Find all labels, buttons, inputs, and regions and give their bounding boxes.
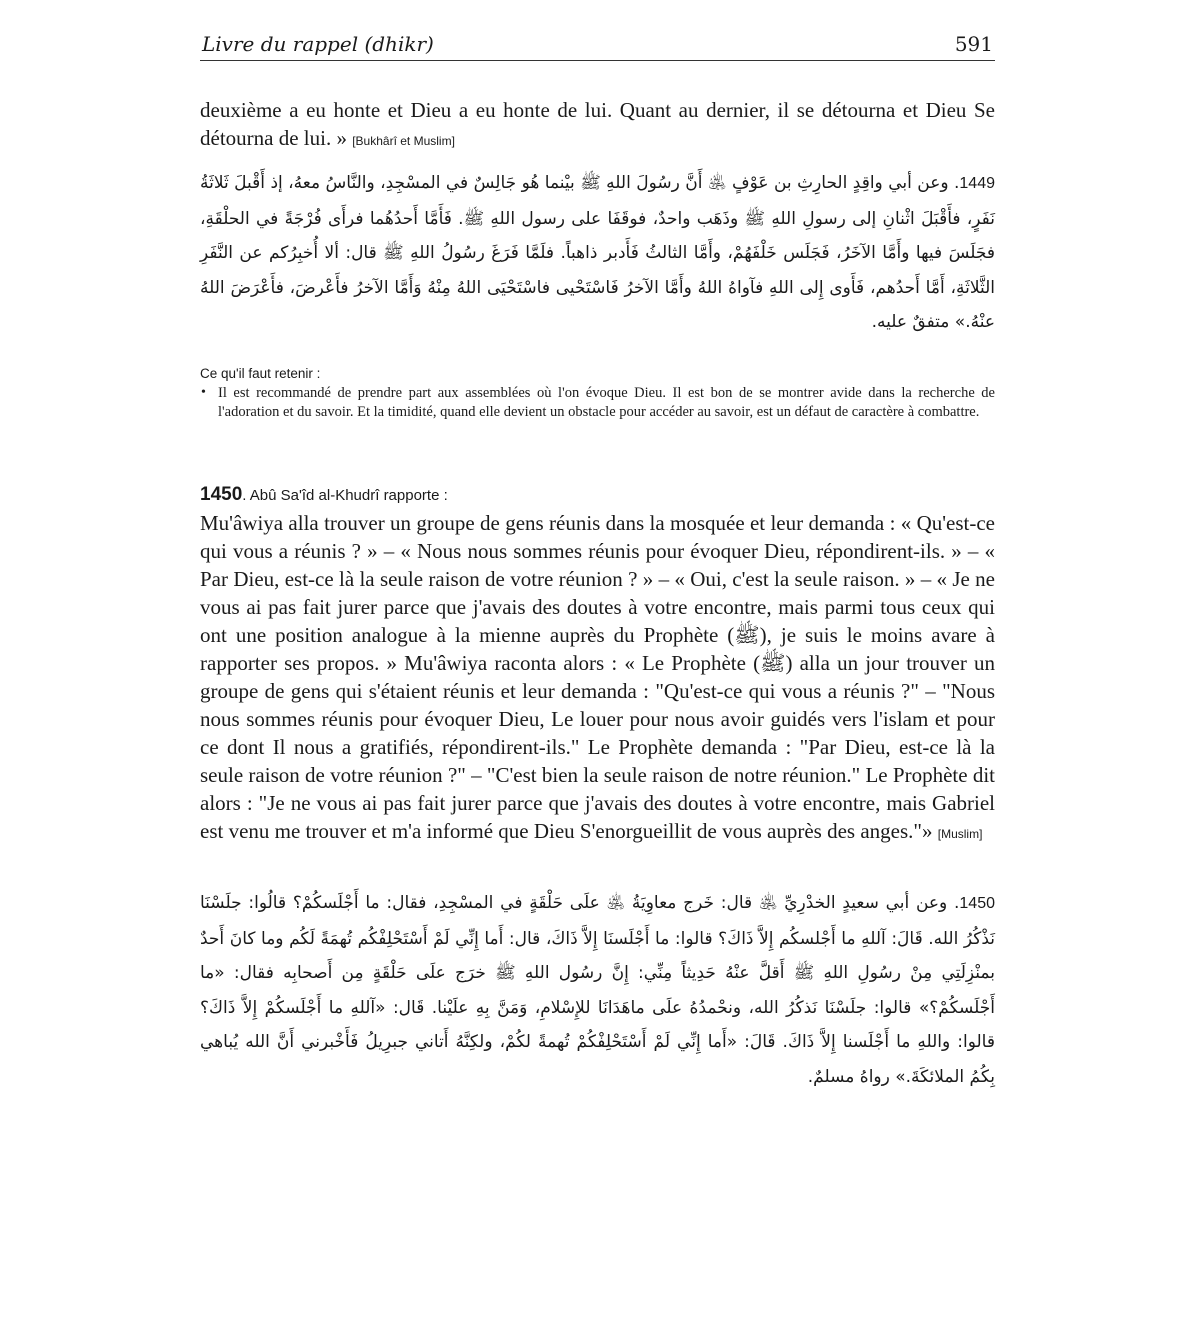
hadith-1450-french [200,509,995,848]
header-rule [200,60,995,61]
hadith-number: 1450 [959,895,995,912]
takeaways-label: Ce qu'il faut retenir : [200,366,321,381]
hadith-text: deuxième a eu honte et Dieu a eu honte de lui. Quant au dernier, il se détourna et Dieu Se détourna de lui. » [200,98,995,150]
takeaway-item [200,384,995,422]
hadith-source: [Muslim] [937,827,983,841]
chapter-title: Livre du rappel (dhikr) [202,32,434,56]
page-number: 591 [954,32,993,56]
hadith-number: 1449 [959,175,995,192]
hadith-1449-arabic [200,166,995,340]
hadith-source: [Bukhârî et Muslim] [352,134,455,148]
hadith-text: Mu'âwiya alla trouver un groupe de gens réunis dans la mosquée et leur demanda : « Qu'est-ce qui vous a réunis ? » – « Nous nous sommes réunis pour évoquer Dieu, répondirent-ils. » – « Par Dieu, est-ce là la seule raison de votre réunion ? » – « Oui, c'est la seule raison. » – « Je ne vous ai pas fait jurer parce que j'avais des doutes à votre encontre, mais parmi tous ceux qui ont une position analogue à la mienne auprès du Prophète (ﷺ), je suis le moins avare à rapporter ses propos. » Mu'âwiya raconta alors : « Le Prophète (ﷺ) alla un jour trouver un groupe de gens qui s'étaient réunis et leur demanda : "Qu'est-ce qui vous a réunis ?" – "Nous nous sommes réunis pour évoquer Dieu, Le louer pour nous avoir guidés vers l'islam et pour ce dont Il nous a gratifiés, répondirent-ils." Le Prophète demanda : "Par Dieu, est-ce là la seule raison de votre réunion ?" – "C'est bien la seule raison de notre réunion." Le Prophète dit alors : "Je ne vous ai pas fait jurer parce que j'avais des doutes à votre encontre, mais Gabriel est venu me trouver et m'a informé que Dieu S'enorgueillit de vous auprès des anges."» [200,511,995,843]
hadith-1450-arabic [200,886,995,1094]
bullet-icon: • [201,385,206,400]
running-header [200,30,995,60]
hadith-number: 1450 [200,484,243,505]
arabic-text: . وعن أبي سعيدٍ الخدْرِيِّ ﵁ قال: خَرج معاوِيَةُ ﵁ علَى حَلْقَةٍ في المسْجِدِ، فقال: ما أَجْلَسكُمْ؟ قالُوا: جلَسْنَا نَذْكُرُ الله. قَالَ: آللهِ ما أَجْلسكُم إِلاَّ ذَاكَ؟ قالوا: ما أَجْلَسنَا إِلاَّ ذَاكَ، قال: أَما إِنِّي لَمْ أَسْتَحْلِفْكُم تُهمَةً لَكُم وما كانَ أَحدٌ بمنْزِلَتِي مِنْ رسُولِ اللهِ ﷺ أَقلَّ عنْهُ حَدِيثاً مِنِّي: إِنَّ رسُول اللهِ ﷺ خرَج علَى حَلْقَةٍ مِن أَصحابِه فقال: «ما أَجْلَسكُمْ؟» قالوا: جلَسْنَا نَذكُرُ الله، ونحْمدُهُ علَى ماهَدَانَا للإِسْلامِ، وَمَنَّ بِهِ علَيْنا. قَال: «آللهِ ما أَجْلَسكُمْ إِلاَّ ذَاكَ؟ قالوا: واللهِ ما أَجْلَسنا إِلاَّ ذَاكَ. قَالَ: «أَما إِنِّي لَمْ أَسْتَحْلِفْكُمْ تُهمةً لكُمْ، ولكِنَّهُ أَتاني جبرِيلُ فَأَخْبرني أَنَّ الله يُباهي بِكُمُ الملائكَةَ.» رواهُ مسلمٌ. [200,893,995,1087]
key-takeaways [200,366,995,422]
hadith-narrator: . Abû Sa'îd al-Khudrî rapporte : [242,487,448,504]
arabic-text: . وعن أبي واقِدٍ الحارِثِ بن عَوْفٍ ﵁ أَنَّ رسُولَ اللهِ ﷺ بيْنما هُو جَالِسٌ في المسْجِدِ، والنَّاسُ معهُ، إذ أَقْبلَ ثَلاثَةُ نَفَرٍ، فأَقْبَلَ اثْنانِ إلى رسولِ اللهِ ﷺ وذَهَب واحدٌ، فوقَفَا على رسول اللهِ ﷺ. فَأَمَّا أَحدُهُما فرأَى فُرْجَةً في الحلْقَةِ، فجَلَسَ فيها وأَمَّا الآخَرُ، فَجَلَس خَلْفَهُمْ، وأَمَّا الثالثُ فَأَدبر ذاهباً. فلَمَّا فَرَغَ رسُولُ اللهِ ﷺ قال: ألا أُخبِرُكم عن النَّفَرِ الثَّلاثَةِ، أَمَّا أَحدُهم، فَأَوى إِلى اللهِ فآواهُ اللهُ وأَمَّا الآخرُ فَاسْتَحْيى فاسْتَحْيَى اللهُ مِنْهُ وَأَمَّا الآخرُ فأَعْرضَ، فأَعْرَضَ اللهُ عنْهُ.» متفقٌ عليه. [200,173,995,332]
hadith-1449-continuation [200,96,995,155]
takeaway-text: Il est recommandé de prendre part aux assemblées où l'on évoque Dieu. Il est bon de se montrer avide dans la recherche de l'adoration et du savoir. Et la timidité, quand elle devient un obstacle pour accéder au savoir, est un défaut de caractère à combattre. [218,385,995,420]
hadith-1450-heading [200,484,995,506]
